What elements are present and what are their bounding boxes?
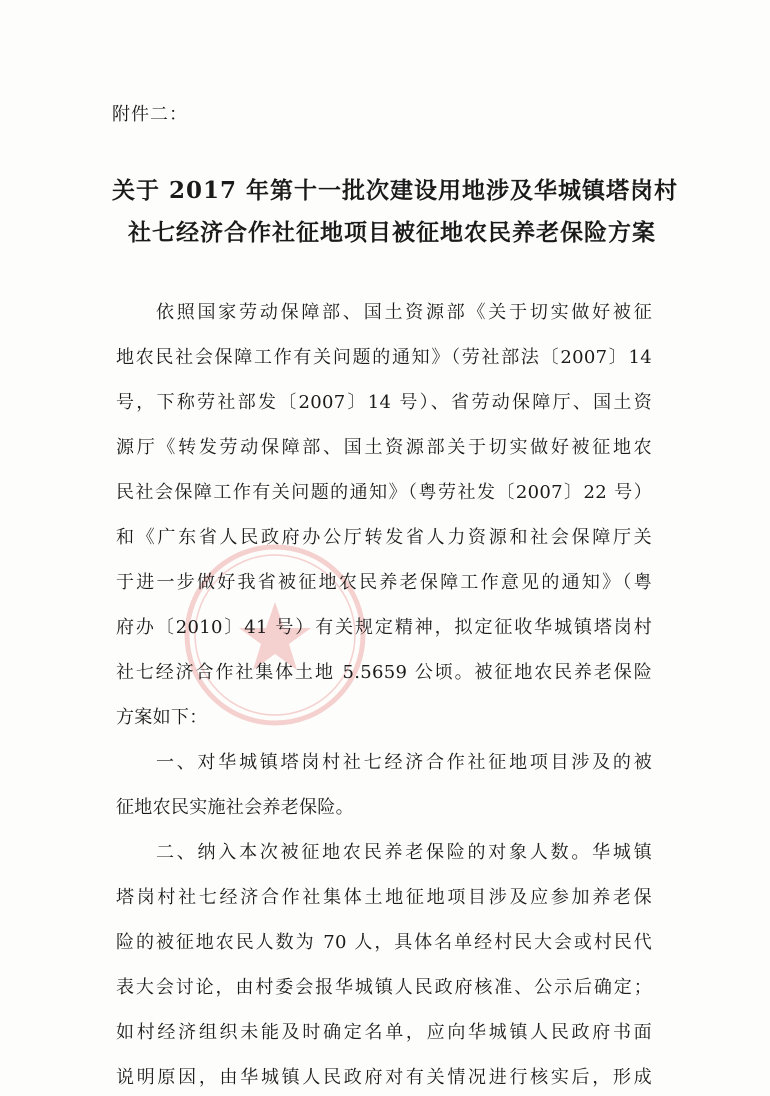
attachment-label: 附件二：	[112, 104, 188, 125]
document-title	[112, 170, 679, 254]
body-line: 民社会保障工作有关问题的通知》（粤劳社发〔2007〕22 号）	[116, 482, 652, 503]
body-line: 如村经济组织未能及时确定名单，应向华城镇人民政府书面	[116, 1022, 652, 1043]
body-line: 于进一步做好我省被征地农民养老保障工作意见的通知》（粤	[116, 572, 652, 593]
body-line: 依照国家劳动保障部、国土资源部《关于切实做好被征	[156, 302, 652, 323]
body-line: 源厅《转发劳动保障部、国土资源部关于切实做好被征地农	[116, 437, 652, 458]
body-line: 号，下称劳社部发〔2007〕14 号）、省劳动保障厅、国土资	[116, 392, 652, 413]
body-line: 塔岗村社七经济合作社集体土地征地项目涉及应参加养老保	[116, 887, 652, 908]
title-line: 社七经济合作社征地项目被征地农民养老保险方案	[128, 219, 656, 246]
body-line: 二、纳入本次被征地农民养老保险的对象人数。华城镇	[156, 842, 652, 863]
body-line: 表大会讨论，由村委会报华城镇人民政府核准、公示后确定；	[116, 977, 652, 998]
body-line: 府办〔2010〕41 号）有关规定精神，拟定征收华城镇塔岗村	[116, 617, 652, 638]
body-line: 社七经济合作社集体土地 5.5659 公顷。被征地农民养老保险	[116, 662, 652, 683]
title-line: 关于 2017 年第十一批次建设用地涉及华城镇塔岗村	[112, 177, 679, 204]
body-line: 地农民社会保障工作有关问题的通知》（劳社部法〔2007〕14	[116, 347, 652, 368]
body-line: 和《广东省人民政府办公厅转发省人力资源和社会保障厅关	[116, 527, 652, 548]
body-line: 方案如下：	[116, 707, 208, 728]
body-line: 说明原因，由华城镇人民政府对有关情况进行核实后，形成	[116, 1067, 652, 1088]
body-line: 一、对华城镇塔岗村社七经济合作社征地项目涉及的被	[156, 752, 652, 773]
body-line: 险的被征地农民人数为 70 人，具体名单经村民大会或村民代	[116, 932, 652, 953]
body-line: 征地农民实施社会养老保险。	[116, 797, 354, 818]
